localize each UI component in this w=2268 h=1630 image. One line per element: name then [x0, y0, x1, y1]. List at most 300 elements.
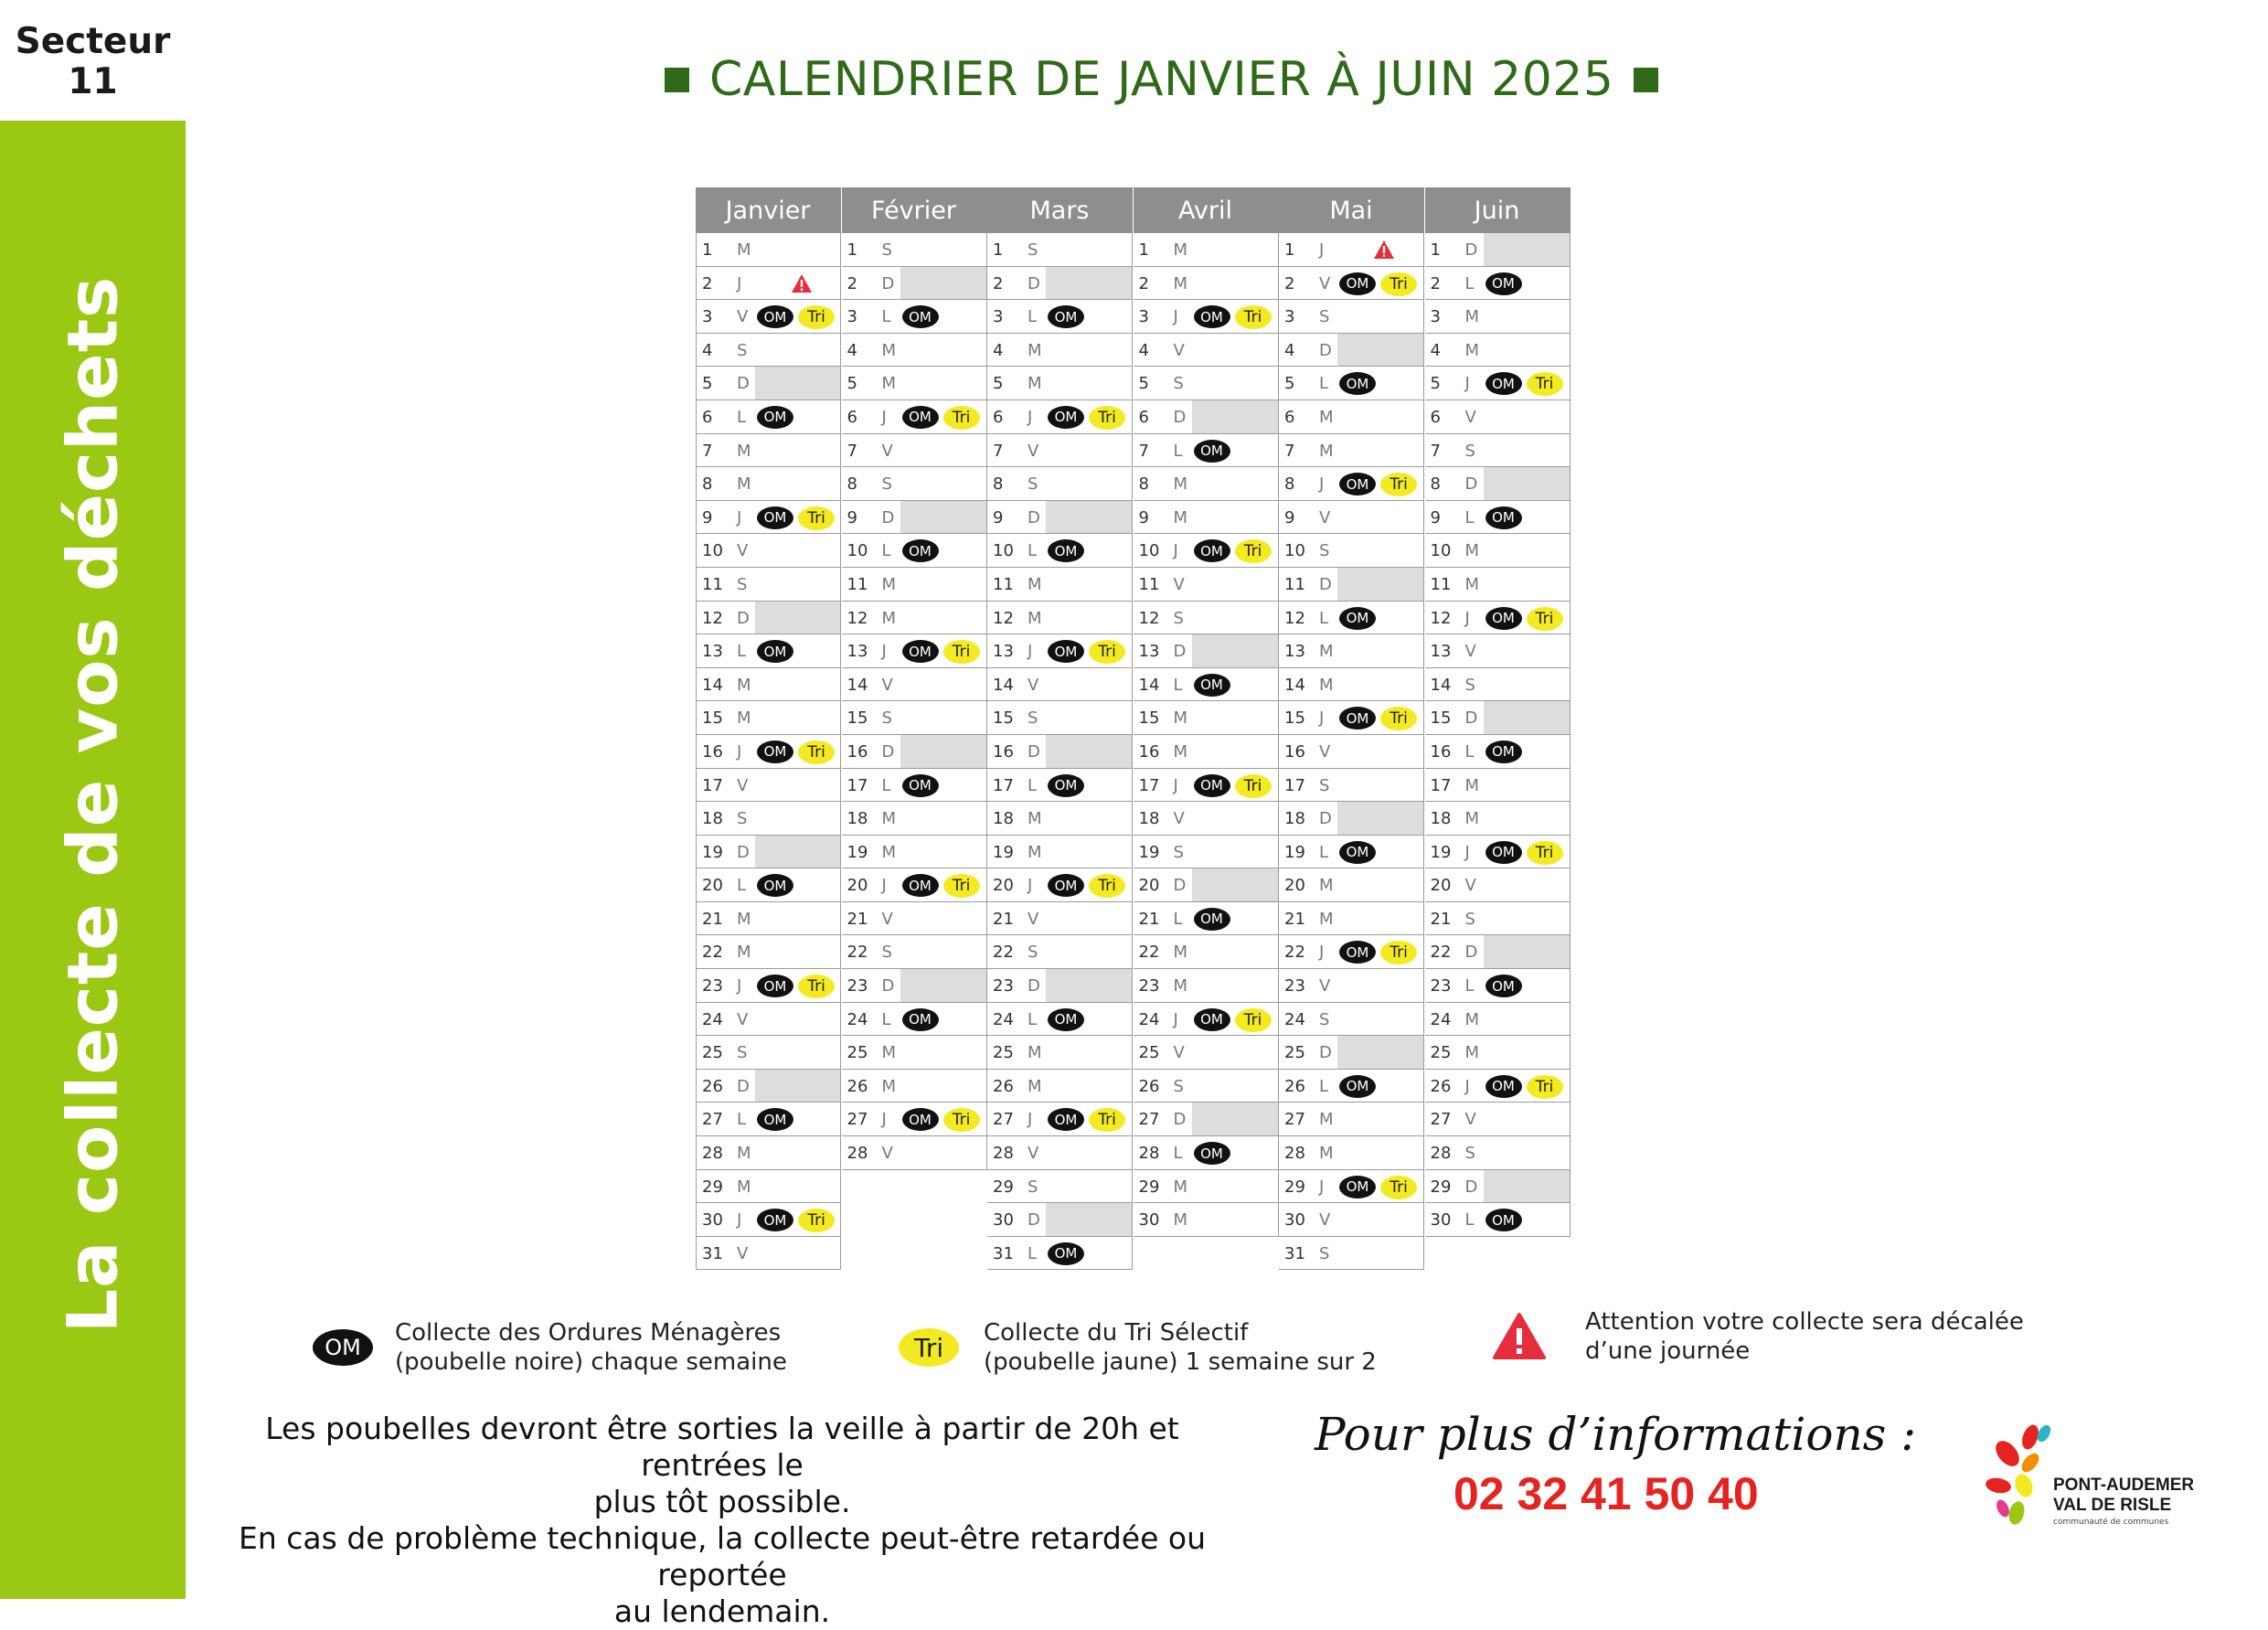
day-number: 9 [993, 507, 1004, 527]
day-number: 27 [993, 1110, 1014, 1130]
legend-om [313, 1318, 787, 1377]
day-letter: J [881, 876, 887, 896]
day-number: 9 [1138, 507, 1149, 527]
day-number: 15 [1284, 708, 1305, 729]
day-letter: D [1464, 1177, 1478, 1197]
day-letter: L [1028, 1243, 1038, 1263]
day-number: 6 [1284, 407, 1295, 427]
day-number: 1 [1430, 240, 1441, 260]
day-cell [1337, 668, 1423, 701]
day-number: 7 [1430, 441, 1441, 461]
warning-triangle-icon [790, 272, 814, 294]
day-letter: J [1028, 407, 1033, 427]
day-cell [1046, 334, 1132, 367]
day-number: 19 [847, 842, 868, 862]
day-row [987, 1036, 1133, 1070]
day-cell [755, 1036, 840, 1069]
day-cell [1192, 602, 1278, 634]
day-letter: M [1173, 976, 1188, 996]
day-letter: M [1464, 541, 1480, 561]
day-cell [755, 1203, 840, 1236]
logo-subtitle: communauté de communes [2053, 1518, 2169, 1527]
day-letter: D [881, 976, 895, 996]
day-row [696, 1036, 841, 1070]
day-cell [755, 802, 840, 835]
day-row [842, 1003, 987, 1037]
day-row [1425, 501, 1571, 535]
sector-number: 11 [68, 61, 118, 102]
month-header: Mars [987, 187, 1133, 233]
day-number: 28 [1138, 1144, 1160, 1164]
day-letter: L [1319, 842, 1329, 862]
day-letter: D [1028, 273, 1040, 293]
day-row [1134, 334, 1279, 368]
day-cell [1484, 902, 1570, 935]
day-letter: S [1028, 708, 1038, 729]
day-cell [1484, 1136, 1570, 1169]
day-cell [1484, 568, 1570, 601]
day-cell [1192, 534, 1278, 567]
day-row [1134, 233, 1279, 267]
day-number: 27 [847, 1110, 868, 1130]
day-letter: M [1028, 608, 1042, 628]
title-square-right-icon [1634, 68, 1658, 92]
notice-line3: En cas de problème technique, la collecte peut-être retardée ou reportée [239, 1520, 1206, 1593]
day-number: 27 [702, 1110, 723, 1130]
om-badge: OM [1048, 640, 1084, 663]
day-row [1425, 735, 1571, 769]
day-number: 7 [1284, 441, 1295, 461]
day-number: 10 [702, 541, 723, 561]
tri-badge: Tri [1089, 640, 1125, 664]
day-row [1279, 467, 1424, 501]
day-cell [1192, 300, 1278, 333]
day-letter: L [737, 876, 747, 896]
day-letter: M [1028, 574, 1042, 594]
day-cell [1484, 367, 1570, 400]
day-cell [1046, 735, 1132, 768]
day-cell [1046, 1237, 1132, 1270]
tri-badge: Tri [1235, 1008, 1272, 1032]
day-number: 7 [1138, 441, 1149, 461]
day-cell [900, 534, 986, 567]
notice-line4: au lendemain. [613, 1593, 831, 1629]
day-number: 21 [1138, 909, 1160, 929]
day-letter: M [1173, 240, 1188, 260]
day-row [696, 434, 841, 468]
day-letter: D [1028, 507, 1040, 527]
day-number: 12 [1430, 608, 1452, 628]
day-number: 13 [702, 642, 723, 662]
day-letter: J [1173, 307, 1178, 327]
om-badge: OM [1339, 372, 1376, 395]
day-cell [1192, 568, 1278, 601]
day-cell [755, 1170, 840, 1203]
day-number: 18 [847, 809, 868, 829]
day-number: 14 [1430, 675, 1452, 695]
day-number: 3 [1138, 307, 1149, 327]
day-row [696, 267, 841, 301]
day-cell [755, 769, 840, 802]
day-letter: D [1464, 474, 1478, 495]
day-letter: L [737, 1110, 747, 1130]
day-number: 15 [993, 708, 1014, 729]
day-letter: M [737, 240, 751, 260]
day-cell [900, 836, 986, 868]
day-cell [1484, 602, 1570, 634]
day-cell [900, 267, 986, 300]
day-letter: J [881, 1110, 887, 1130]
tri-badge: Tri [1235, 305, 1272, 329]
day-letter: M [737, 474, 751, 495]
legend-warning-text [1585, 1307, 2024, 1366]
day-number: 4 [993, 340, 1004, 360]
day-number: 8 [702, 474, 713, 495]
day-row [1425, 300, 1571, 334]
tri-badge: Tri [943, 406, 980, 430]
day-cell [1484, 969, 1570, 1002]
day-number: 19 [1430, 842, 1452, 862]
day-letter: J [1173, 1009, 1178, 1029]
day-cell [1484, 1003, 1570, 1036]
day-number: 21 [847, 909, 868, 929]
month-header: Janvier [696, 187, 841, 233]
day-row [842, 534, 987, 568]
day-letter: V [881, 1144, 893, 1164]
day-letter: M [1464, 574, 1480, 594]
day-letter: D [737, 842, 750, 862]
day-row [987, 769, 1133, 803]
day-row [1279, 334, 1424, 368]
day-number: 21 [702, 909, 723, 929]
day-row [1425, 434, 1571, 468]
day-cell [1337, 1237, 1423, 1270]
day-letter: L [1464, 273, 1475, 293]
info-phone: 02 32 41 50 40 [1453, 1468, 1759, 1519]
day-row [1425, 334, 1571, 368]
day-row [987, 602, 1133, 635]
day-cell [1192, 769, 1278, 802]
day-cell [1046, 1136, 1132, 1169]
day-letter: J [1464, 608, 1470, 628]
om-badge: OM [1048, 774, 1084, 797]
day-number: 9 [702, 507, 713, 527]
day-cell [900, 1070, 986, 1103]
day-letter: V [1319, 507, 1331, 527]
month-column [842, 187, 987, 1170]
day-number: 13 [993, 642, 1014, 662]
day-row [1134, 267, 1279, 301]
day-number: 1 [1138, 240, 1149, 260]
day-cell [1046, 1203, 1132, 1236]
day-row [987, 701, 1133, 735]
day-letter: S [1173, 374, 1184, 394]
day-row [1134, 802, 1279, 836]
day-cell [1484, 300, 1570, 333]
day-cell [1192, 434, 1278, 467]
day-letter: V [881, 675, 893, 695]
day-cell [900, 467, 986, 500]
day-row [1425, 1003, 1571, 1037]
day-number: 7 [847, 441, 857, 461]
day-number: 9 [1284, 507, 1295, 527]
day-number: 7 [702, 441, 713, 461]
day-number: 19 [1138, 842, 1160, 862]
day-number: 10 [847, 541, 868, 561]
day-cell [755, 300, 840, 333]
day-row [1279, 1036, 1424, 1070]
day-number: 2 [847, 273, 857, 293]
day-row [842, 935, 987, 969]
warning-triangle-icon [1372, 239, 1396, 261]
day-cell [1046, 1003, 1132, 1036]
day-number: 15 [847, 708, 868, 729]
day-letter: D [1319, 809, 1332, 829]
day-number: 18 [1138, 809, 1160, 829]
day-letter: D [1319, 1043, 1332, 1063]
day-cell [1484, 434, 1570, 467]
day-number: 2 [702, 273, 713, 293]
day-cell [1046, 267, 1132, 300]
day-row [1134, 1070, 1279, 1103]
day-row [1279, 902, 1424, 936]
day-letter: M [737, 1177, 751, 1197]
om-badge: OM [902, 1108, 939, 1131]
day-row [842, 701, 987, 735]
day-cell [755, 233, 840, 266]
day-number: 18 [1430, 809, 1452, 829]
day-number: 1 [1284, 240, 1295, 260]
day-cell [1337, 1170, 1423, 1203]
day-number: 14 [702, 675, 723, 695]
day-cell [1046, 802, 1132, 835]
day-cell [1192, 836, 1278, 868]
day-number: 30 [702, 1210, 723, 1230]
day-letter: V [1173, 340, 1185, 360]
tri-badge: Tri [1380, 707, 1417, 730]
day-number: 16 [1138, 741, 1160, 762]
day-number: 5 [1284, 374, 1295, 394]
day-row [1279, 568, 1424, 602]
day-number: 27 [1138, 1110, 1160, 1130]
day-letter: M [1319, 642, 1334, 662]
day-row [1134, 300, 1279, 334]
day-letter: S [1319, 1243, 1330, 1263]
day-number: 16 [847, 741, 868, 762]
day-row [1425, 935, 1571, 969]
day-number: 4 [1430, 340, 1441, 360]
day-row [1279, 1136, 1424, 1170]
day-cell [1484, 836, 1570, 868]
day-cell [900, 233, 986, 266]
day-number: 13 [1284, 642, 1305, 662]
day-number: 14 [993, 675, 1014, 695]
day-cell [1484, 1070, 1570, 1103]
day-letter: M [1464, 307, 1480, 327]
day-letter: L [1028, 307, 1038, 327]
day-letter: J [1319, 708, 1325, 729]
day-cell [1046, 1036, 1132, 1069]
day-cell [1046, 1070, 1132, 1103]
day-letter: D [1173, 407, 1187, 427]
day-letter: V [1464, 1110, 1476, 1130]
day-cell [1337, 902, 1423, 935]
day-row [987, 1237, 1133, 1271]
day-number: 18 [1284, 809, 1305, 829]
day-row [987, 568, 1133, 602]
day-row [696, 467, 841, 501]
day-cell [900, 434, 986, 467]
day-row [1425, 868, 1571, 902]
day-cell [1484, 868, 1570, 901]
day-letter: M [1028, 842, 1042, 862]
day-cell [1192, 735, 1278, 768]
day-number: 1 [993, 240, 1004, 260]
day-row [1425, 769, 1571, 803]
day-row [1279, 534, 1424, 568]
day-row [987, 1136, 1133, 1170]
day-row [696, 602, 841, 635]
day-number: 23 [1138, 976, 1160, 996]
day-cell [1046, 467, 1132, 500]
day-number: 21 [993, 909, 1014, 929]
legend-warning-line2: d’une journée [1585, 1337, 1751, 1365]
om-badge: OM [757, 406, 793, 429]
day-cell [900, 868, 986, 901]
day-letter: J [881, 642, 887, 662]
day-number: 18 [702, 809, 723, 829]
day-cell [1337, 735, 1423, 768]
day-row [696, 1003, 841, 1037]
day-row [696, 701, 841, 735]
day-cell [755, 1136, 840, 1169]
day-row [696, 668, 841, 702]
day-row [1425, 1103, 1571, 1136]
day-row [842, 868, 987, 902]
day-row [1279, 501, 1424, 535]
day-letter: V [1464, 407, 1476, 427]
day-row [1279, 668, 1424, 702]
day-letter: D [737, 374, 750, 394]
day-cell [755, 602, 840, 634]
day-letter: S [1319, 1009, 1330, 1029]
om-badge: OM [1485, 506, 1522, 529]
day-number: 28 [847, 1144, 868, 1164]
om-badge: OM [757, 506, 793, 529]
day-row [1425, 568, 1571, 602]
day-number: 29 [993, 1177, 1014, 1197]
day-cell [1046, 568, 1132, 601]
day-letter: M [1173, 1177, 1188, 1197]
day-row [1425, 267, 1571, 301]
day-row [1134, 602, 1279, 635]
day-number: 9 [847, 507, 857, 527]
day-cell [1192, 1136, 1278, 1169]
day-cell [1484, 701, 1570, 734]
day-number: 19 [993, 842, 1014, 862]
day-row [1134, 1036, 1279, 1070]
day-number: 6 [1138, 407, 1149, 427]
day-row [1134, 367, 1279, 400]
day-letter: D [1464, 943, 1478, 963]
day-row [696, 868, 841, 902]
page-title-text: CALENDRIER DE JANVIER À JUIN 2025 [709, 52, 1614, 107]
day-row [987, 233, 1133, 267]
sidebar [0, 0, 186, 1599]
day-letter: V [737, 775, 749, 795]
day-number: 6 [993, 407, 1004, 427]
day-cell [1046, 701, 1132, 734]
day-row [696, 1170, 841, 1204]
day-number: 8 [847, 474, 857, 495]
day-cell [1337, 1103, 1423, 1135]
day-letter: L [881, 1009, 891, 1029]
om-badge: OM [1194, 908, 1230, 931]
day-letter: L [1173, 675, 1183, 695]
day-letter: D [1173, 642, 1187, 662]
day-cell [1192, 367, 1278, 400]
day-letter: S [1319, 775, 1330, 795]
om-badge: OM [902, 539, 939, 562]
day-row [987, 300, 1133, 334]
tri-badge: Tri [943, 1108, 980, 1132]
day-number: 24 [1284, 1009, 1305, 1029]
om-badge: OM [1339, 941, 1376, 964]
day-number: 28 [1430, 1144, 1452, 1164]
day-number: 28 [1284, 1144, 1305, 1164]
day-cell [1046, 868, 1132, 901]
day-row [1279, 300, 1424, 334]
day-letter: V [1319, 976, 1331, 996]
day-letter: M [881, 374, 897, 394]
day-cell [1192, 467, 1278, 500]
day-letter: V [737, 1009, 749, 1029]
day-cell [1046, 400, 1132, 433]
day-cell [1484, 1036, 1570, 1069]
day-number: 28 [993, 1144, 1014, 1164]
month-column [696, 187, 841, 1270]
om-badge: OM [1339, 607, 1376, 630]
day-letter: S [881, 474, 892, 495]
day-letter: M [1319, 1144, 1334, 1164]
day-letter: J [1319, 943, 1325, 963]
tri-badge: Tri [798, 305, 835, 329]
day-letter: V [1028, 1144, 1039, 1164]
day-letter: V [1319, 741, 1331, 762]
day-letter: J [1319, 1177, 1325, 1197]
day-letter: L [1464, 507, 1475, 527]
om-badge: OM [1194, 440, 1230, 463]
day-row [1134, 534, 1279, 568]
day-row [1425, 1203, 1571, 1237]
om-badge: OM [1485, 1075, 1522, 1098]
day-number: 27 [1284, 1110, 1305, 1130]
day-letter: M [1173, 943, 1188, 963]
day-letter: S [881, 240, 892, 260]
day-row [987, 634, 1133, 668]
tri-badge: Tri [798, 506, 835, 530]
day-number: 5 [993, 374, 1004, 394]
day-number: 25 [1430, 1043, 1452, 1063]
day-cell [900, 969, 986, 1002]
day-number: 29 [1284, 1177, 1305, 1197]
day-number: 17 [993, 775, 1014, 795]
day-row [1134, 634, 1279, 668]
day-row [696, 1070, 841, 1103]
day-letter: M [1319, 909, 1334, 929]
day-number: 19 [1284, 842, 1305, 862]
day-number: 10 [1138, 541, 1160, 561]
